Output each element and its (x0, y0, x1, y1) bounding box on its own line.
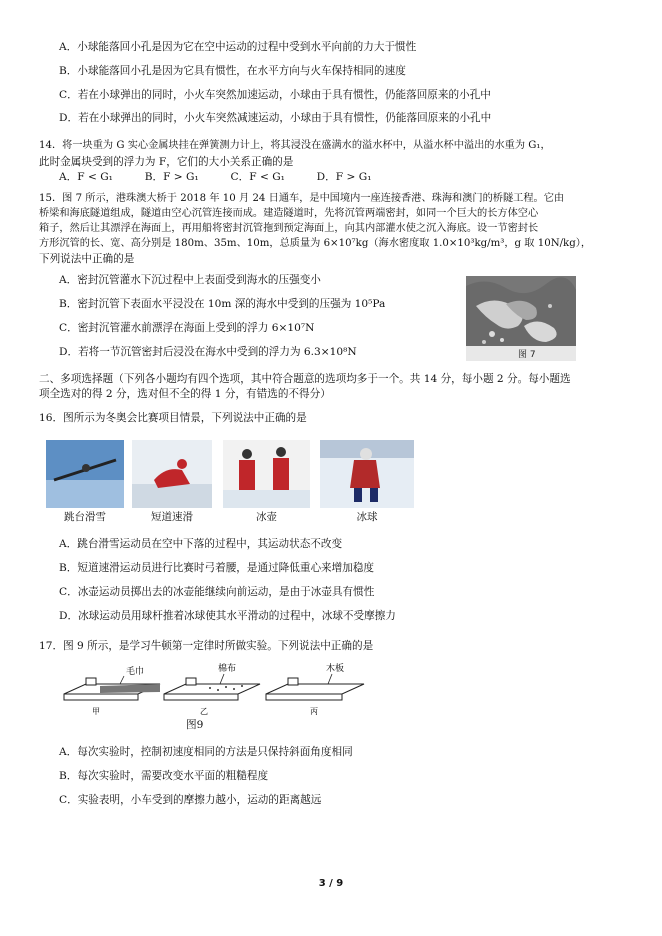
label-cotton: 棉布 (218, 664, 237, 674)
q15-stem-line4: 方形沉管的长、宽、高分别是 180m、35m、10m，总质量为 6×10⁷kg（海水密度取 1.0×10³kg/m³，g 取 10N/kg）， (39, 238, 592, 249)
page-number: 3 / 9 (318, 878, 344, 889)
caption-ice-hockey: 冰球 (356, 511, 378, 523)
label-bing: 丙 (310, 707, 318, 716)
section2-heading-line2: 项全选对的得 2 分，选对但不全的得 1 分，有错选的不得分） (39, 388, 331, 400)
q16-option-b: B．短道速滑运动员进行比赛时弓着腰，是通过降低重心来增加稳度 (59, 562, 375, 574)
q15-option-d: D．若将一节沉管密封后浸没在海水中受到的浮力为 6.3×10⁸N (59, 346, 357, 358)
q15-stem-line5: 下列说法中正确的是 (39, 253, 135, 265)
label-jia: 甲 (92, 707, 100, 716)
q15-stem-line1: 15．图 7 所示，港珠澳大桥于 2018 年 10 月 24 日通车，是中国境内一座连接香港、珠海和澳门的桥隧工程。它由 (39, 193, 565, 204)
caption-curling: 冰壶 (256, 511, 277, 523)
figure-9-label: 图9 (186, 719, 204, 731)
q17-option-b: B．每次实验时，需要改变水平面的粗糙程度 (59, 770, 269, 782)
caption-ski-jumping: 跳台滑雪 (64, 511, 106, 523)
q16-option-d: D．冰球运动员用球杆推着冰球使其水平滑动的过程中，冰球不受摩擦力 (59, 610, 396, 622)
section2-heading-line1: 二、多项选择题（下列各小题均有四个选项，其中符合题意的选项均多于一个。共 14 分，每小题 2 分。每小题选 (39, 373, 571, 385)
q16-stem: 16．图所示为冬奥会比赛项目情景，下列说法中正确的是 (39, 412, 307, 424)
q15-stem-line3: 箱子，然后让其漂浮在海面上，再用船将密封沉管拖到预定海面上，向其内部灌水使之沉入海底。设一节密封长 (39, 223, 539, 234)
panel-jia-setup (64, 665, 160, 716)
figure-7-bridge-photo (466, 276, 576, 361)
q13-option-c: C．若在小球弹出的同时，小火车突然加速运动，小球由于具有惯性，仍能落回原来的小孔中 (59, 89, 491, 101)
caption-short-track: 短道速滑 (151, 511, 193, 523)
curling-photo (223, 440, 310, 508)
q17-option-c: C．实验表明，小车受到的摩擦力越小，运动的距离越远 (59, 794, 322, 806)
label-towel: 毛巾 (126, 667, 145, 677)
q17-option-a: A．每次实验时，控制初速度相同的方法是只保持斜面角度相同 (59, 746, 353, 758)
q14-stem-line2: 此时金属块受到的浮力为 F，它们的大小关系正确的是 (39, 156, 294, 168)
q13-option-b: B．小球能落回小孔是因为它具有惯性，在水平方向与火车保持相同的速度 (59, 65, 406, 77)
ice-hockey-photo (320, 440, 414, 508)
q16-option-c: C．冰壶运动员掷出去的冰壶能继续向前运动，是由于冰壶具有惯性 (59, 586, 375, 598)
label-yi: 乙 (200, 707, 208, 716)
q15-stem-line2: 桥梁和海底隧道组成，隧道由空心沉管连接而成。建造隧道时，先将沉管两端密封，如同一个巨大的长方体空心 (39, 208, 539, 219)
q15-option-a: A．密封沉管灌水下沉过程中上表面受到海水的压强变小 (59, 274, 321, 286)
ski-jumping-photo (46, 440, 124, 508)
label-wood: 木板 (326, 664, 345, 674)
q17-stem: 17．图 9 所示，是学习牛顿第一定律时所做实验。下列说法中正确的是 (39, 640, 374, 652)
q15-option-c: C．密封沉管灌水前漂浮在海面上受到的浮力 6×10⁷N (59, 322, 315, 334)
q15-option-b: B．密封沉管下表面水平浸没在 10m 深的海水中受到的压强为 10⁵Pa (59, 298, 386, 310)
q14-stem-line1: 14．将一块重为 G 实心金属块挂在弹簧测力计上，将其浸没在盛满水的溢水杯中，从溢水杯中溢出的水重为 G₁， (39, 140, 551, 151)
figure-9-diagram (60, 662, 370, 732)
q13-option-d: D．若在小球弹出的同时，小火车突然减速运动，小球由于具有惯性，仍能落回原来的小孔中 (59, 112, 492, 124)
q16-option-a: A．跳台滑雪运动员在空中下落的过程中，其运动状态不改变 (59, 538, 343, 550)
q13-option-a: A．小球能落回小孔是因为它在空中运动的过程中受到水平向前的力大于惯性 (59, 41, 417, 53)
figure-7-label: 图 7 (518, 350, 536, 360)
short-track-photo (132, 440, 212, 508)
panel-yi-setup (164, 662, 260, 716)
q14-options: A．F < G₁ B．F > G₁ C．F < G₁ D．F > G₁ (59, 171, 372, 183)
panel-bing-setup (266, 662, 364, 716)
